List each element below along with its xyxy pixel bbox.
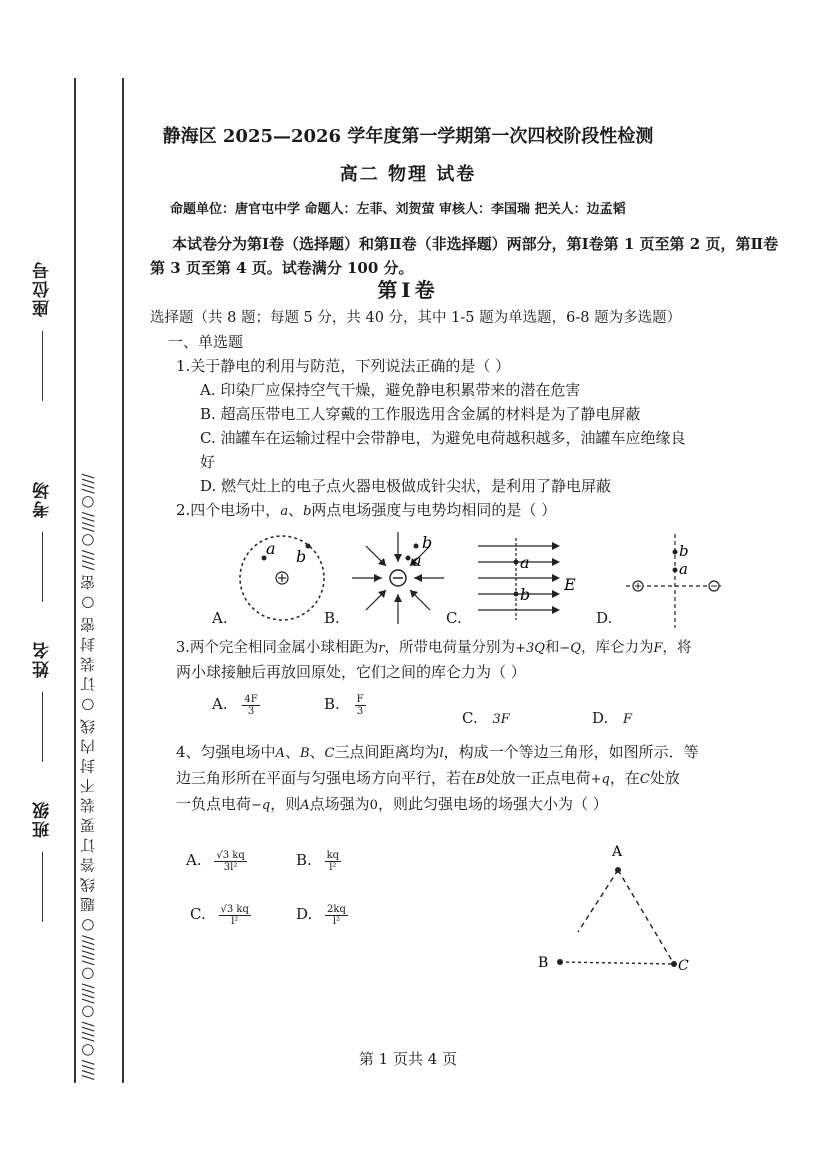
section-heading: 选择题（共 8 题；每题 5 分，共 40 分，其中 1-5 题为单选题，6-8 题为多选题） bbox=[150, 310, 682, 326]
q1-option-c: C. 油罐车在运输过程中会带静电，为避免电荷越积越多，油罐车应绝缘良 bbox=[200, 429, 686, 447]
q3-option-b: B. $\frac{F}{3}$ bbox=[324, 693, 364, 717]
q2-fig-a-label-a: a bbox=[266, 539, 276, 558]
q4-fig-label-b: B bbox=[538, 955, 549, 971]
binding-line-outer bbox=[74, 78, 76, 1083]
q4-fig-label-c: C bbox=[678, 958, 689, 974]
q4-option-a: A. $\frac{√3 kq}{\text{3l²}}$ bbox=[186, 849, 245, 873]
q4-option-b: B. $\frac{kq}{\text{l²}}$ bbox=[296, 849, 340, 873]
q2-option-d-label: D. bbox=[596, 609, 613, 627]
subsection-heading: 一、单选题 bbox=[168, 333, 244, 351]
q2-option-c-label: C. bbox=[446, 609, 462, 627]
q2-fig-c-label-b: b bbox=[520, 585, 531, 604]
q1-stem: 1.关于静电的利用与防范，下列说法正确的是（ ） bbox=[176, 357, 511, 375]
q1-option-a: A. 印染厂应保持空气干燥，避免静电积累带来的潜在危害 bbox=[200, 381, 581, 399]
binding-line-inner bbox=[122, 78, 124, 1083]
class-label: 班级 bbox=[30, 800, 55, 928]
seat-label: 座位号 bbox=[30, 260, 55, 407]
q4-triangle-figure bbox=[530, 836, 700, 976]
q1-option-d: D. 燃气灶上的电子点火器电极做成针尖状，是利用了静电屏蔽 bbox=[200, 477, 612, 495]
exam-intro: 本试卷分为第Ⅰ卷（选择题）和第Ⅱ卷（非选择题）两部分，第Ⅰ卷第 1 页至第 2 页，第Ⅱ卷第 3 页至第 4 页。试卷满分 100 分。 bbox=[150, 235, 779, 277]
q3-option-a: A. $\frac{4F}{3}$ bbox=[212, 693, 258, 717]
q3-stem-line1: 3.两个完全相同金属小球相距为r，所带电荷量分别为+3Q和−Q，库仑力为F，将 bbox=[176, 640, 692, 656]
q2-fig-c-label-e: E bbox=[564, 575, 576, 594]
q4-stem-line3: 一负点电荷−q，则A点场强为0，则此匀强电场的场强大小为（ ） bbox=[176, 795, 608, 813]
q2-fig-c-label-a: a bbox=[520, 553, 530, 572]
exam-room-label: 考场 bbox=[30, 480, 55, 608]
q4-stem-line1: 4、匀强电场中A、B、C三点间距离均为l，构成一个等边三角形，如图所示．等 bbox=[176, 743, 699, 761]
q3-option-c: C. 3F bbox=[462, 709, 510, 727]
q2-fig-d-label-b: b bbox=[679, 542, 689, 560]
q2-stem: 2.四个电场中，a、b两点电场强度与电势均相同的是（ ） bbox=[176, 501, 557, 519]
seal-line-text: ////○////○////○//////○ 题 线 答 订 要 装 不 封 内 线 ○ 订 装 封 密 ○ 密 ////○////○//// bbox=[79, 473, 97, 1080]
q4-option-d: D. $\frac{2kq}{\text{l²}}$ bbox=[296, 903, 346, 927]
q1-option-b: B. 超高压带电工人穿戴的工作服选用含金属的材料是为了静电屏蔽 bbox=[200, 405, 641, 423]
q2-fig-b-label-b: b bbox=[422, 533, 433, 552]
q4-stem-line2: 边三角形所在平面与匀强电场方向平行，若在B处放一正点电荷+q，在C处放 bbox=[176, 769, 680, 787]
q2-fig-d-label-a: a bbox=[679, 560, 688, 578]
q2-option-a-label: A. bbox=[212, 609, 228, 627]
q3-stem-line2: 两小球接触后再放回原处，它们之间的库仑力为（ ） bbox=[176, 663, 526, 681]
q4-option-c: C. $\frac{√3 kq}{\text{l²}}$ bbox=[190, 903, 249, 927]
page-footer: 第 1 页共 4 页 bbox=[358, 1050, 458, 1068]
name-label: 姓名 bbox=[30, 640, 55, 768]
q2-fig-a-label-b: b bbox=[296, 547, 307, 566]
q2-fig-b-label-a: a bbox=[412, 551, 422, 570]
exam-meta: 命题单位：唐官屯中学 命题人：左菲、刘贺萤 审核人：李国瑞 把关人：边孟韬 bbox=[170, 202, 626, 217]
q4-fig-label-a: A bbox=[612, 844, 623, 860]
q1-option-c-cont: 好 bbox=[200, 453, 216, 471]
exam-title: 静海区 2025—2026 学年度第一学期第一次四校阶段性检测 bbox=[162, 126, 654, 147]
exam-subtitle: 高二 物理 试卷 bbox=[339, 164, 477, 185]
q3-option-d: D. F bbox=[592, 709, 633, 727]
q2-option-b-label: B. bbox=[324, 609, 340, 627]
volume-title: 第Ⅰ卷 bbox=[377, 278, 439, 302]
